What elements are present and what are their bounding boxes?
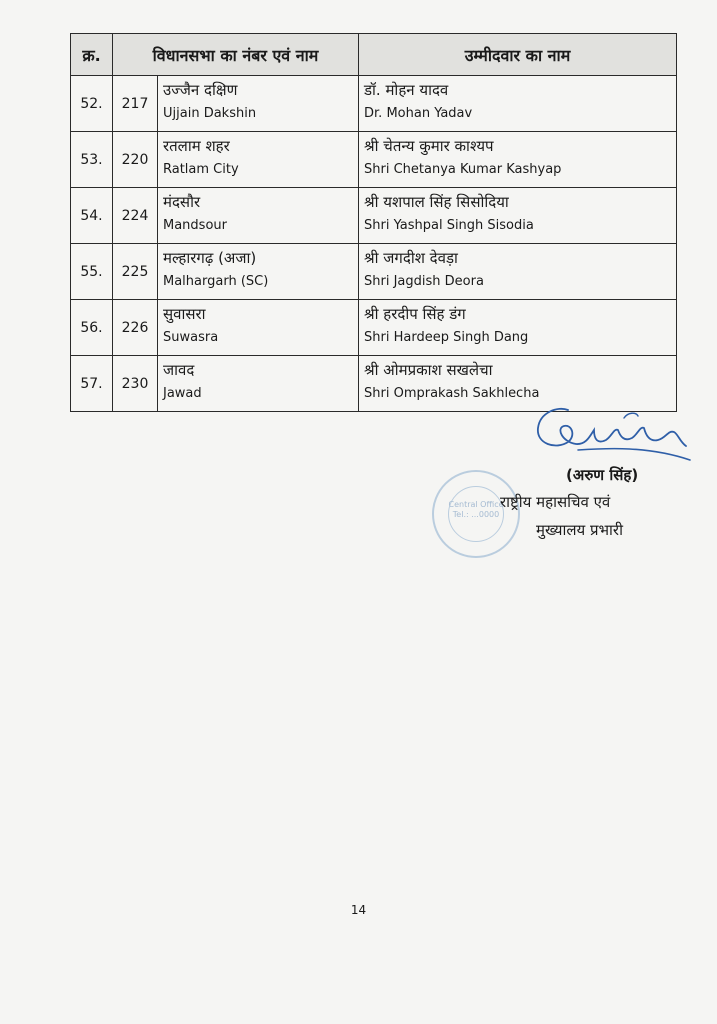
constituency-name-english: Suwasra <box>163 330 219 345</box>
constituency-number: 217 <box>113 76 158 132</box>
candidate-name-english: Shri Jagdish Deora <box>364 274 484 289</box>
constituency-cell <box>158 188 359 244</box>
candidate-name-hindi: श्री जगदीश देवड़ा <box>364 249 458 267</box>
table-body <box>71 76 677 412</box>
constituency-number: 224 <box>113 188 158 244</box>
candidate-table <box>70 33 677 412</box>
constituency-name-hindi: रतलाम शहर <box>163 137 230 155</box>
candidate-cell <box>359 244 677 300</box>
table-header-row <box>71 34 677 76</box>
constituency-number: 225 <box>113 244 158 300</box>
serial-number: 53. <box>71 132 113 188</box>
serial-number: 56. <box>71 300 113 356</box>
constituency-number: 220 <box>113 132 158 188</box>
constituency-name-english: Ujjain Dakshin <box>163 106 257 121</box>
header-candidate: उम्मीदवार का नाम <box>359 34 677 76</box>
seal-text-line2: Tel.: ...0000 <box>452 510 500 519</box>
constituency-name-hindi: मंदसौर <box>163 193 201 211</box>
signatory-name: (अरुण सिंह) <box>566 466 639 484</box>
constituency-number: 230 <box>113 356 158 412</box>
header-constituency: विधानसभा का नंबर एवं नाम <box>113 34 359 76</box>
table-row <box>71 76 677 132</box>
candidate-name-english: Shri Chetanya Kumar Kashyap <box>364 162 562 177</box>
page-number: 14 <box>350 903 367 917</box>
serial-number: 55. <box>71 244 113 300</box>
table-row <box>71 188 677 244</box>
constituency-name-english: Mandsour <box>163 218 227 233</box>
constituency-name-hindi: मल्हारगढ़ (अजा) <box>163 249 257 267</box>
constituency-name-hindi: जावद <box>163 361 195 379</box>
candidate-cell <box>359 300 677 356</box>
constituency-name-english: Ratlam City <box>163 162 239 177</box>
candidate-name-english: Shri Omprakash Sakhlecha <box>364 386 540 401</box>
candidate-cell <box>359 188 677 244</box>
constituency-name-english: Jawad <box>163 386 202 401</box>
constituency-cell <box>158 356 359 412</box>
table-row <box>71 244 677 300</box>
constituency-cell <box>158 300 359 356</box>
candidate-name-english: Dr. Mohan Yadav <box>364 106 473 121</box>
serial-number: 57. <box>71 356 113 412</box>
constituency-name-english: Malhargarh (SC) <box>163 274 269 289</box>
candidate-name-hindi: श्री हरदीप सिंह डंग <box>364 305 466 323</box>
candidate-name-hindi: डॉ. मोहन यादव <box>364 81 449 99</box>
serial-number: 52. <box>71 76 113 132</box>
seal-text-line1: Central Office <box>448 500 504 509</box>
signatory-title-line1: राष्ट्रीय महासचिव एवं <box>500 493 611 511</box>
constituency-number: 226 <box>113 300 158 356</box>
constituency-cell <box>158 244 359 300</box>
constituency-name-hindi: उज्जैन दक्षिण <box>163 81 238 99</box>
signatory-title-line2: मुख्यालय प्रभारी <box>536 521 623 539</box>
candidate-cell <box>359 132 677 188</box>
candidate-cell <box>359 76 677 132</box>
office-seal-stamp <box>432 470 520 558</box>
header-serial: क्र. <box>71 34 113 76</box>
candidate-name-hindi: श्री यशपाल सिंह सिसोदिया <box>364 193 509 211</box>
candidate-name-hindi: श्री चेतन्य कुमार काश्यप <box>364 137 494 155</box>
candidate-name-english: Shri Yashpal Singh Sisodia <box>364 218 534 233</box>
constituency-cell <box>158 76 359 132</box>
constituency-cell <box>158 132 359 188</box>
constituency-name-hindi: सुवासरा <box>163 305 206 323</box>
serial-number: 54. <box>71 188 113 244</box>
table-row <box>71 132 677 188</box>
table-row <box>71 300 677 356</box>
candidate-name-english: Shri Hardeep Singh Dang <box>364 330 529 345</box>
candidate-name-hindi: श्री ओमप्रकाश सखलेचा <box>364 361 493 379</box>
